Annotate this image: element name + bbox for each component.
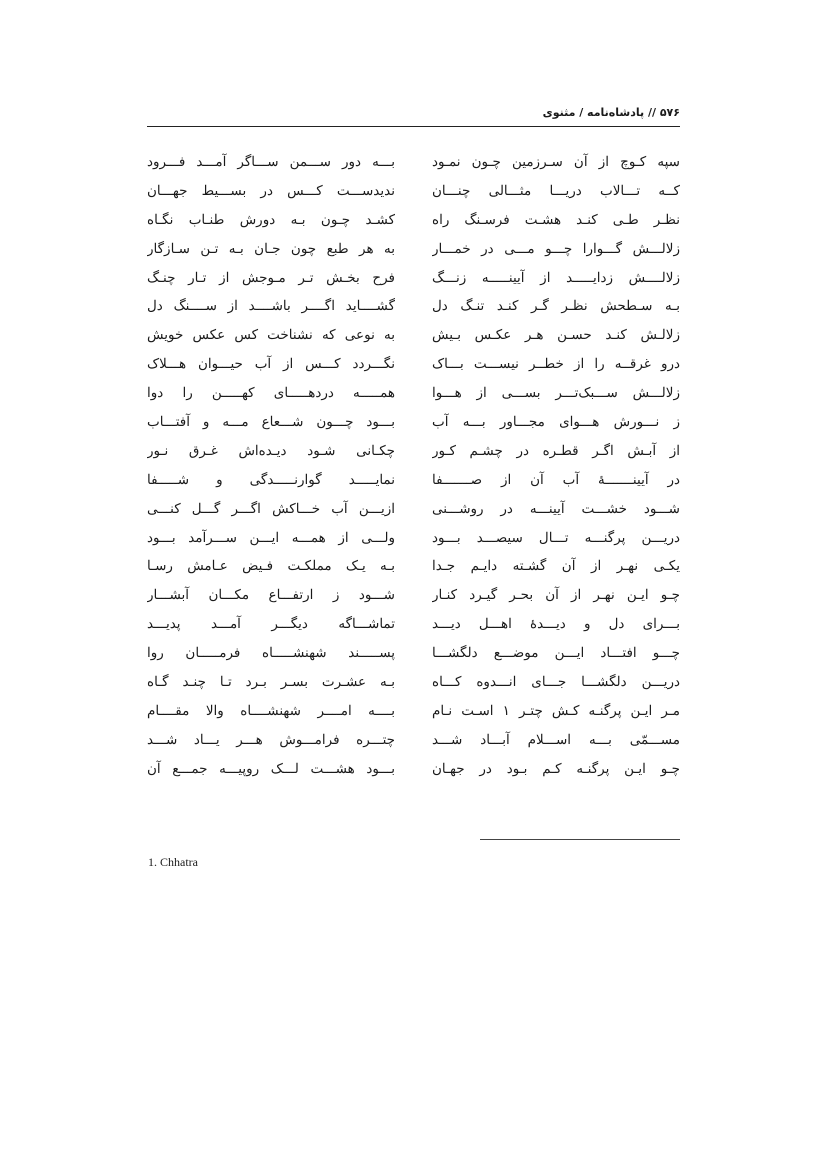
page-header	[147, 100, 680, 127]
verse-line: بـــه دور ســـمن ســـاگر آمـــد فـــرود	[147, 154, 395, 170]
verse-line: فرح بخـش تـر مـوجش از تـار چنـگ	[147, 269, 395, 286]
verse-line: نظـر طـی کنـد هشـت فرسـنگ راه	[432, 211, 680, 228]
verse-line: دریـــن پرگنـــه تـــال سیصـــد بـــود	[432, 529, 680, 546]
verse-line: زلالــــش زدایـــــد از آیینـــــه زنـــگ	[432, 269, 680, 286]
verse-line: زلالـــش گـــوارا چـــو مـــی در خمـــار	[432, 240, 680, 257]
verse-line: بـــرای دل و دیـــدهٔ اهـــل دیـــد	[432, 616, 680, 633]
verse-line: زلالـــش ســـبک‌تـــر بســـی از هـــوا	[432, 385, 680, 402]
verse-line: مســـمّی بـــه اســـلام آبـــاد شـــد	[432, 731, 680, 748]
verse-line: درو غرقــه را از خطــر نیســـت بـــاک	[432, 356, 680, 373]
verse-line: بــــه امــــر شهنشــــاه والا مقــــام	[147, 702, 395, 719]
verse-line: ز نـــورش هـــوای مجـــاور بـــه آب	[432, 414, 680, 431]
verse-line: بـه عشـرت بسـر بـرد تـا چنـد گـاه	[147, 674, 395, 691]
verse-line: بـــود هشـــت لـــک روپیـــه جمـــع آن	[147, 760, 395, 777]
verse-column-right	[432, 148, 680, 784]
verse-line: گشــــاید اگــــر باشــــد از ســــنگ دل	[147, 298, 395, 315]
verse-line: نمایـــــد گوارنـــــدگی و شـــــفا	[147, 471, 395, 488]
verse-column-left	[147, 148, 395, 784]
verse-line: بـه یـک مملکـت فـیض عـامش رسـا	[147, 558, 395, 575]
verse-line: زلالـش کنـد حسـن هـر عکـس بـیش	[432, 327, 680, 344]
verse-line: بـــود چـــون شـــعاع مـــه و آفتـــاب	[147, 414, 395, 431]
footnote-separator	[480, 839, 680, 840]
verse-line: کشـد چـون بـه دورش طنـاب نگـاه	[147, 211, 395, 228]
verse-line: به نوعی که نشناخت کس عکس خویش	[147, 327, 395, 344]
verse-line: چـــو افتـــاد ایـــن موضـــع دلگشـــا	[432, 645, 680, 662]
verse-line: چـو ایـن نهـر از آن بحـر گیـرد کنـار	[432, 587, 680, 604]
verse-line: چکـانی شـود دیـده‌اش غـرق نـور	[147, 442, 395, 459]
verse-line: چتـــره فرامـــوش هـــر یـــاد شـــد	[147, 731, 395, 748]
verse-line: شـــود خشـــت آیینـــه در روشـــنی	[432, 500, 680, 517]
verse-line: چـو ایـن پرگنـه کـم بـود در جهـان	[432, 760, 680, 777]
verse-line: به هر طبع چون جـان بـه تـن سـازگار	[147, 240, 395, 257]
verse-line: همـــــه دردهـــــای کهـــــن را دوا	[147, 385, 395, 402]
verse-line: در آیینـــــــهٔ آب آن از صـــــــفا	[432, 471, 680, 488]
verse-line: مـر ایـن پرگنـه کـش چتـر ۱ اسـت نـام	[432, 702, 680, 719]
verse-line: ولـــی از همـــه ایـــن ســـرآمد بـــود	[147, 529, 395, 546]
footnote: 1. Chhatra	[148, 855, 198, 869]
verse-line: کــه تـــالاب دریـــا مثـــالی چنـــان	[432, 182, 680, 199]
verse-line: دریـــن دلگشـــا جـــای انـــدوه کـــاه	[432, 674, 680, 691]
verse-line: پســـــند شهنشـــــاه فرمـــــان روا	[147, 645, 395, 662]
running-title: ۵۷۶ // پادشاه‌نامه / مثنوی	[542, 106, 680, 119]
verse-line: سپه کـوچ از آن سـرزمین چـون نمـود	[432, 154, 680, 170]
verse-line: یکـی نهـر از آن گشـته دایـم جـدا	[432, 558, 680, 575]
verse-line: از آبـش اگـر قطـره در چشـم کـور	[432, 442, 680, 459]
verse-line: ندیدســـت کـــس در بســـیط جهـــان	[147, 182, 395, 199]
verse-line: شـــود ز ارتفـــاع مکـــان آبشـــار	[147, 587, 395, 604]
verse-line: بـه سـطحش نظـر گـر کنـد تنـگ دل	[432, 298, 680, 315]
verse-line: تماشـــاگه دیگـــر آمـــد پدیـــد	[147, 616, 395, 633]
verse-line: نگـــردد کـــس از آب حیـــوان هـــلاک	[147, 356, 395, 373]
verse-line: ازیـــن آب خـــاکش اگـــر گـــل کنـــی	[147, 500, 395, 517]
